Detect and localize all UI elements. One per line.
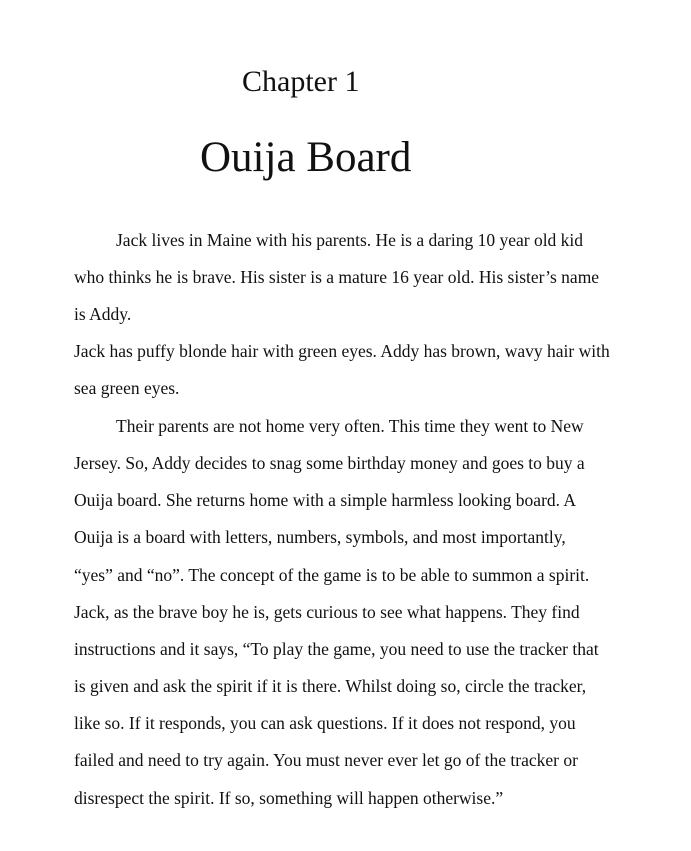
chapter-label: Chapter 1 [242,65,360,98]
body-line-8: Ouija board. She returns home with a simple harmless looking board. A [74,490,577,510]
body-line-7: Jersey. So, Addy decides to snag some birthday money and goes to buy a [74,453,585,473]
body-line-6: Their parents are not home very often. This time they went to New [116,416,584,436]
chapter-title: Ouija Board [200,134,412,181]
body-line-9: Ouija is a board with letters, numbers, symbols, and most importantly, [74,527,566,547]
body-line-2: who thinks he is brave. His sister is a mature 16 year old. His sister’s name [74,267,600,287]
body-line-12: instructions and it says, “To play the game, you need to use the tracker that [74,639,599,659]
body-line-4: Jack has puffy blonde hair with green eyes. Addy has brown, wavy hair with [74,341,610,361]
body-line-16: disrespect the spirit. If so, something will happen otherwise.” [74,788,504,808]
body-line-10: “yes” and “no”. The concept of the game is to be able to summon a spirit. [74,565,590,585]
body-line-1: Jack lives in Maine with his parents. He is a daring 10 year old kid [116,230,584,250]
body-line-5: sea green eyes. [74,378,180,398]
body-line-11: Jack, as the brave boy he is, gets curious to see what happens. They find [74,602,580,622]
body-line-15: failed and need to try again. You must never ever let go of the tracker or [74,750,578,770]
body-line-14: like so. If it responds, you can ask questions. If it does not respond, you [74,713,576,733]
body-line-3: is Addy. [74,304,132,324]
body-line-13: is given and ask the spirit if it is there. Whilst doing so, circle the tracker, [74,676,587,696]
